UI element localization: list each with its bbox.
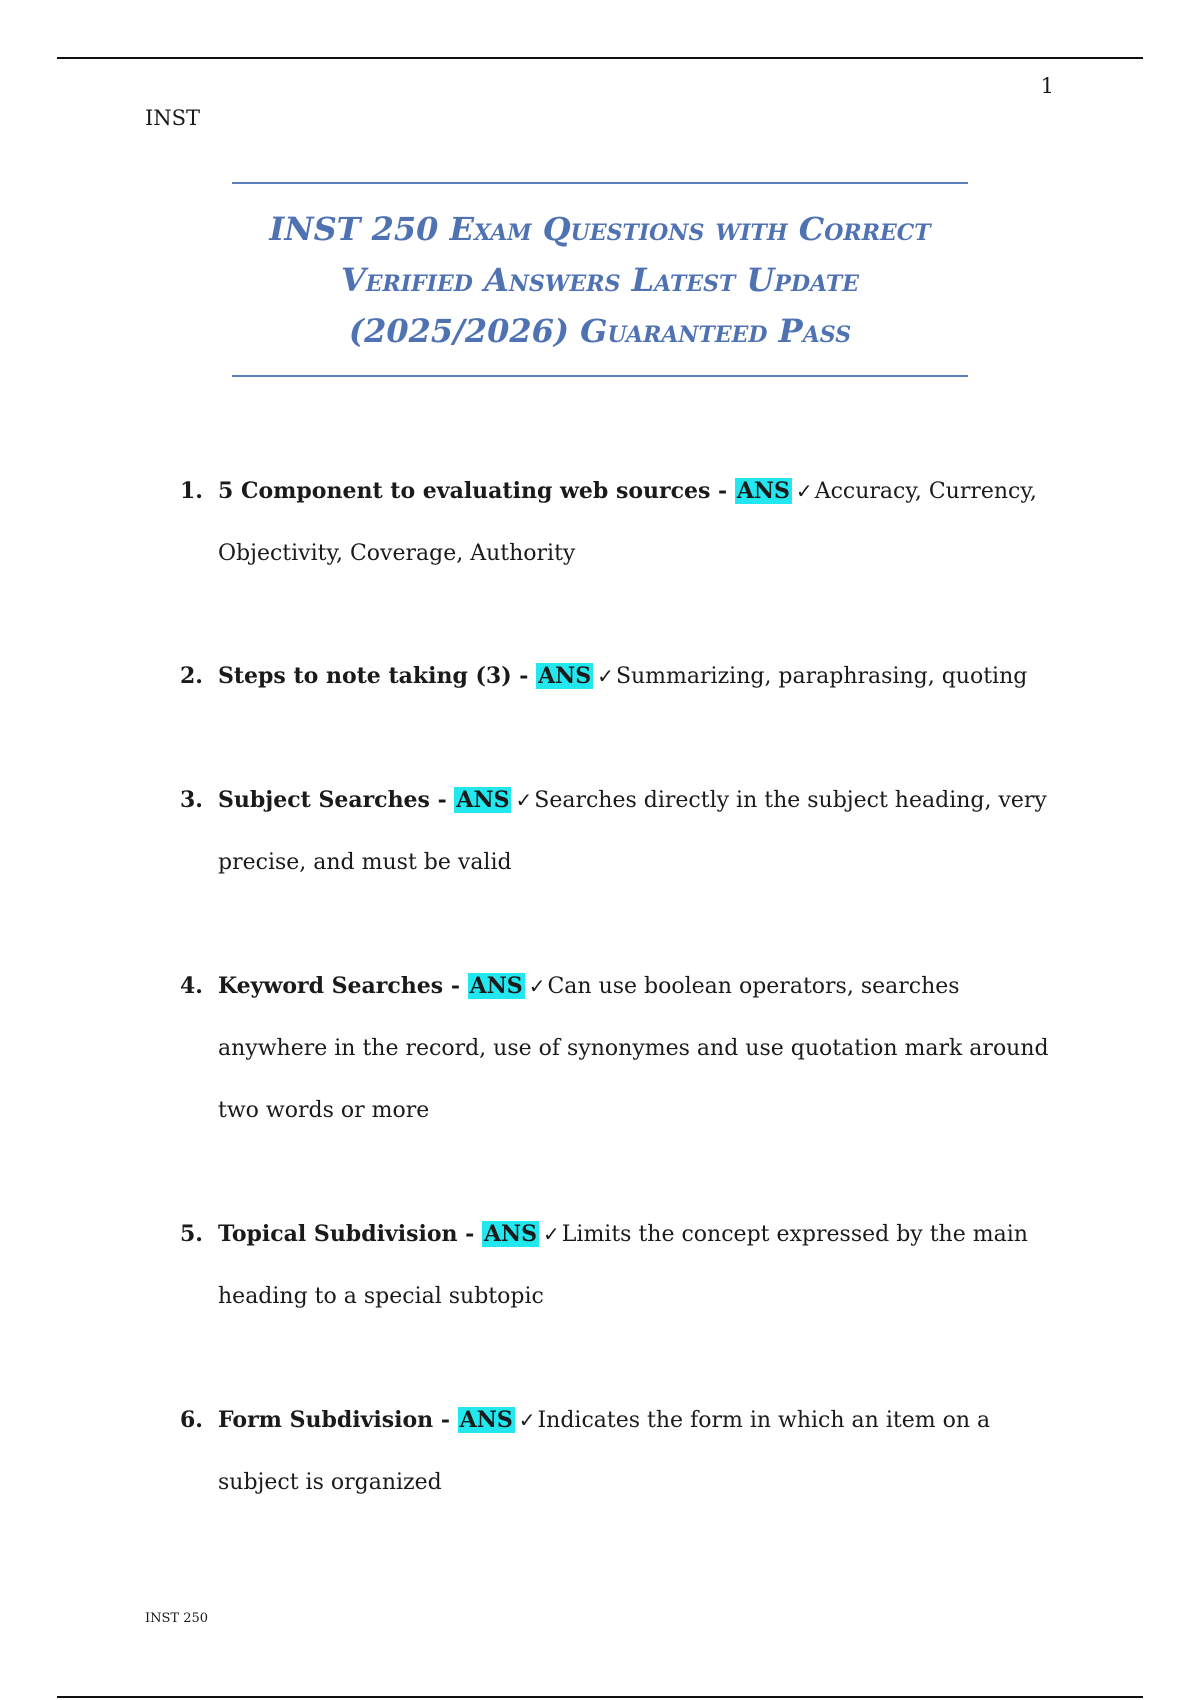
top-rule [57, 57, 1143, 59]
question-item [180, 645, 1060, 708]
question-number: 6. [180, 1407, 203, 1433]
checkmark-icon: ✓ [515, 788, 533, 812]
question-separator: - [457, 1221, 482, 1247]
checkmark-icon: ✓ [528, 974, 546, 998]
question-number: 2. [180, 663, 203, 689]
question-text: Steps to note taking (3) [218, 663, 512, 689]
question-separator: - [429, 787, 455, 813]
question-separator: - [433, 1407, 458, 1433]
question-text: Keyword Searches [218, 973, 444, 999]
question-text: Subject Searches [218, 787, 430, 813]
answer-text: Summarizing, paraphrasing, quoting [615, 664, 1028, 689]
answer-tag: ANS [456, 787, 510, 813]
running-header: INST [145, 106, 201, 130]
answer-tag: ANS [736, 478, 790, 504]
bottom-rule [57, 1696, 1143, 1698]
question-item [180, 1389, 1060, 1514]
question-item [180, 460, 1060, 585]
question-text: Form Subdivision [218, 1407, 434, 1433]
question-number: 5. [180, 1221, 203, 1247]
answer-text: Can use boolean operators, searches anywhere in the record, use of synonymes and use quotation mark around two words or more [218, 974, 1049, 1123]
checkmark-icon: ✓ [795, 479, 813, 503]
answer-tag: ANS [483, 1221, 538, 1247]
answer-tag: ANS [538, 663, 592, 689]
running-footer: INST 250 [145, 1611, 209, 1626]
title-line-2: Verified Answers Latest Update [340, 261, 860, 299]
question-item [180, 1203, 1060, 1328]
question-number: 3. [180, 787, 203, 813]
question-separator: - [443, 973, 468, 999]
question-number: 1. [180, 478, 203, 504]
checkmark-icon: ✓ [518, 1408, 536, 1432]
answer-text: Searches directly in the subject heading, very precise, and must be valid [218, 788, 1047, 875]
title-line-1: INST 250 Exam Questions with Correct [269, 210, 931, 248]
question-separator: - [710, 478, 735, 504]
question-list [180, 460, 1060, 1514]
title-line-3: (2025/2026) Guaranteed Pass [348, 312, 852, 350]
question-text: Topical Subdivision [218, 1221, 458, 1247]
document-title [232, 182, 968, 377]
page-number: 1 [1040, 74, 1054, 98]
question-text: 5 Component to evaluating web sources [218, 478, 711, 504]
answer-text: Accuracy, Currency, Objectivity, Coverage, Authority [218, 479, 1037, 566]
question-item [180, 769, 1060, 894]
question-item [180, 955, 1060, 1142]
answer-tag: ANS [469, 973, 523, 999]
question-separator: - [511, 663, 537, 689]
checkmark-icon: ✓ [543, 1222, 560, 1246]
checkmark-icon: ✓ [597, 664, 614, 688]
answer-text: Indicates the form in which an item on a subject is organized [218, 1408, 991, 1495]
answer-tag: ANS [459, 1407, 513, 1433]
question-number: 4. [180, 973, 203, 999]
answer-text: Limits the concept expressed by the main heading to a special subtopic [218, 1222, 1028, 1309]
